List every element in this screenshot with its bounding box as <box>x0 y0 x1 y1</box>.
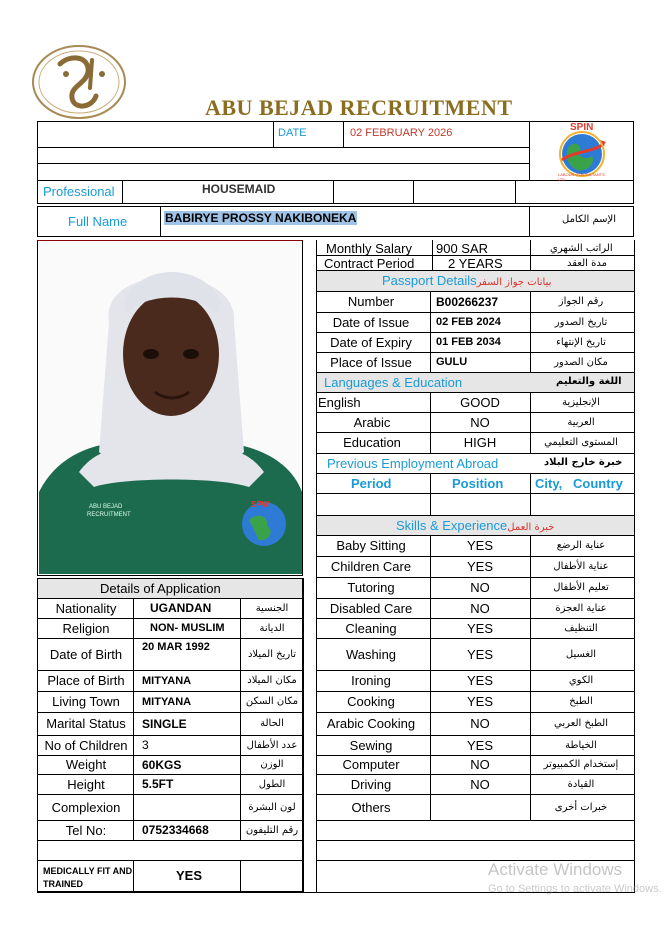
application-row-label: Nationality <box>55 600 117 616</box>
passport-row-value: B00266237 <box>436 294 499 309</box>
skill-row-value: YES <box>466 694 493 709</box>
application-row-arabic: الجنسية <box>255 602 289 614</box>
passport-row-label: Place of Issue <box>330 354 412 370</box>
candidate-photo <box>39 242 302 574</box>
passport-row-label: Date of Issue <box>332 314 410 330</box>
profession-value: HOUSEMAID <box>202 182 276 196</box>
medical-value: YES <box>176 868 203 883</box>
application-row-value: MITYANA <box>142 695 192 708</box>
date-value: 02 FEBRUARY 2026 <box>350 127 453 139</box>
skills-heading-ar: خبرة العمل <box>507 522 555 533</box>
application-row-label: Place of Birth <box>47 673 125 688</box>
salary-arabic: الراتب الشهري <box>550 243 613 254</box>
passport-col-divider <box>530 291 531 372</box>
skill-row-value: NO <box>470 776 490 792</box>
skill-col-divider <box>530 535 531 820</box>
passport-heading-ar: بيانات جواز السفر <box>476 277 552 288</box>
contract-arabic: مدة العقد <box>567 258 607 269</box>
passport-row-arabic: مكان الصدور <box>554 356 608 368</box>
application-row-label: Religion <box>62 620 110 636</box>
application-row-value: 20 MAR 1992 <box>142 641 210 653</box>
passport-row-arabic: تاريخ الإنتهاء <box>556 336 606 348</box>
fullname-label: Full Name <box>68 214 128 229</box>
skill-row-arabic: الخياطة <box>565 739 597 751</box>
application-row-value: 60KGS <box>142 757 182 772</box>
skill-row-value: YES <box>466 646 493 662</box>
application-row-label: Complexion <box>51 799 121 815</box>
passport-col-divider <box>430 291 431 372</box>
application-row-value: SINGLE <box>142 716 187 731</box>
application-row-arabic: رقم التليفون <box>245 824 299 836</box>
skill-row-label: Sewing <box>349 737 393 753</box>
employment-col-position: Position <box>452 476 504 491</box>
activate-windows-line1: Activate Windows <box>488 860 623 879</box>
employment-col-period: Period <box>351 476 392 491</box>
application-row-arabic: مكان الميلاد <box>247 675 297 686</box>
skill-row-value: NO <box>470 600 490 616</box>
skill-row-label: Cleaning <box>345 620 397 636</box>
application-col-divider <box>240 598 241 840</box>
skill-row-arabic: القيادة <box>567 778 595 790</box>
passport-row-value: GULU <box>436 356 468 368</box>
language-row-arabic: العربية <box>567 416 595 428</box>
application-row-arabic: الطول <box>258 778 286 790</box>
application-heading: Details of Application <box>100 581 221 596</box>
skill-row-label: Baby Sitting <box>336 538 406 553</box>
skill-row-value: YES <box>466 538 493 553</box>
photo-badge-line2: RECRUITMENT <box>87 512 131 518</box>
agency-logo <box>552 122 612 180</box>
skill-col-divider <box>430 535 431 820</box>
employment-col-city: City, Country <box>535 476 623 491</box>
application-row-label: Height <box>67 776 105 792</box>
company-logo <box>30 44 128 120</box>
passport-row-arabic: رقم الجواز <box>558 296 604 307</box>
application-row-label: Living Town <box>52 694 120 709</box>
languages-heading-ar: اللغة والتعليم <box>556 376 622 387</box>
application-row-value: MITYANA <box>142 674 192 687</box>
fullname-value: BABIRYE PROSSY NAKIBONEKA <box>165 211 357 225</box>
passport-row-value: 01 FEB 2034 <box>436 336 501 348</box>
skill-row-arabic: عناية الرضع <box>556 540 606 551</box>
skill-row-label: Ironing <box>351 673 391 688</box>
application-row-label: No of Children <box>44 737 128 753</box>
skill-row-arabic: عناية الأطفال <box>553 561 609 572</box>
profession-label: Professional <box>43 184 115 199</box>
application-row-label: Date of Birth <box>49 646 123 662</box>
photo-badge-line1: ABU BEJAD <box>89 504 123 510</box>
employment-heading-ar: خبرة خارج البلاد <box>544 457 623 468</box>
passport-row-divider <box>316 372 635 373</box>
date-label: DATE <box>278 127 307 139</box>
salary-label: Monthly Salary <box>326 241 412 256</box>
skill-row-value: NO <box>470 580 490 595</box>
skill-row-value: YES <box>466 559 493 574</box>
skill-row-label: Others <box>351 799 391 815</box>
application-row-value: 3 <box>142 738 149 752</box>
passport-row-value: 02 FEB 2024 <box>436 316 501 328</box>
skill-row-label: Washing <box>345 646 397 662</box>
application-row-divider <box>37 840 303 841</box>
language-row-label: English <box>318 394 361 410</box>
language-col-divider <box>530 392 531 453</box>
application-row-arabic: الحالة <box>260 718 284 729</box>
passport-row-label: Number <box>347 294 395 309</box>
application-row-value: NON- MUSLIM <box>150 622 225 634</box>
contract-label: Contract Period <box>324 256 415 271</box>
application-row-value: 0752334668 <box>142 823 209 837</box>
language-row-label: Arabic <box>353 414 391 430</box>
skill-row-divider <box>316 840 635 841</box>
salary-value: 900 SAR <box>436 241 489 256</box>
skill-row-label: Computer <box>342 757 400 772</box>
language-row-value: NO <box>470 414 490 430</box>
language-col-divider <box>430 392 431 453</box>
skill-row-arabic: عناية العجزة <box>555 602 607 614</box>
agency-logo-text: SPIN <box>570 122 594 133</box>
skill-row-divider <box>316 860 635 861</box>
application-row-value: 5.5FT <box>142 777 174 791</box>
skill-row-arabic: التنظيف <box>564 622 598 634</box>
skill-row-divider <box>316 820 635 821</box>
application-row-arabic: الوزن <box>260 759 284 770</box>
medical-label: MEDICALLY FIT AND TRAINED <box>43 866 133 889</box>
passport-row-label: Date of Expiry <box>330 334 412 350</box>
contract-value: 2 YEARS <box>448 256 503 271</box>
skill-row-label: Children Care <box>330 559 412 574</box>
activate-windows-line2: Go to Settings to activate Windows. <box>488 883 662 895</box>
agency-logo-subtext: LABOUR CONSULTANTS LTD <box>558 172 605 182</box>
skill-row-label: Arabic Cooking <box>326 716 416 731</box>
employment-heading: Previous Employment Abroad <box>327 456 499 471</box>
language-row-value: GOOD <box>460 394 500 410</box>
language-row-arabic: المستوى التعليمي <box>544 437 618 448</box>
skills-heading <box>396 518 554 533</box>
language-row-label: Education <box>343 435 401 450</box>
application-row-arabic: الديانة <box>259 622 285 634</box>
skill-row-arabic: إستخدام الكمبيوتر <box>543 759 619 770</box>
skill-row-value: YES <box>466 673 493 688</box>
application-row-value <box>142 794 240 820</box>
skill-row-value: YES <box>466 737 493 753</box>
company-title: ABU BEJAD RECRUITMENT <box>205 95 513 120</box>
application-row-arabic: عدد الأطفال <box>246 739 298 751</box>
application-row-arabic: تاريخ الميلاد <box>247 648 297 660</box>
skill-row-value: YES <box>466 620 493 636</box>
application-row-arabic: لون البشرة <box>248 801 296 813</box>
skill-row-label: Driving <box>350 776 392 792</box>
skills-heading-text: Skills & Experience <box>396 518 508 533</box>
languages-heading: Languages & Education <box>324 375 463 390</box>
skill-row-arabic: الطبخ العربي <box>554 718 608 729</box>
application-row-label: Tel No: <box>65 822 107 838</box>
application-col-divider <box>133 598 134 840</box>
skill-row-value: NO <box>470 716 490 731</box>
language-row-value: HIGH <box>463 435 497 450</box>
skill-row-arabic: الطبخ <box>569 696 593 707</box>
skill-row-value: NO <box>470 757 490 772</box>
language-row-arabic: الإنجليزية <box>562 396 600 408</box>
application-row-arabic: مكان السكن <box>245 696 299 707</box>
passport-heading-text: Passport Details <box>382 273 477 288</box>
skill-row-arabic: خبرات أخرى <box>554 801 608 813</box>
fullname-arabic: الإسم الكامل <box>562 214 617 225</box>
application-row-label: Weight <box>65 757 107 772</box>
skill-row-arabic: تعليم الأطفال <box>553 582 609 593</box>
skill-row-label: Cooking <box>347 694 395 709</box>
application-row-label: Marital Status <box>46 716 126 731</box>
skill-row-label: Disabled Care <box>329 600 413 616</box>
application-row-value: UGANDAN <box>150 601 212 615</box>
passport-row-arabic: تاريخ الصدور <box>554 316 608 328</box>
header-table <box>37 121 634 181</box>
skill-row-label: Tutoring <box>347 580 395 595</box>
skill-row-value <box>430 794 530 820</box>
skill-row-arabic: الكوي <box>568 675 594 686</box>
skill-row-arabic: الغسيل <box>565 648 597 660</box>
passport-heading <box>382 273 551 288</box>
photo-badge-spin: SPW <box>251 500 270 509</box>
